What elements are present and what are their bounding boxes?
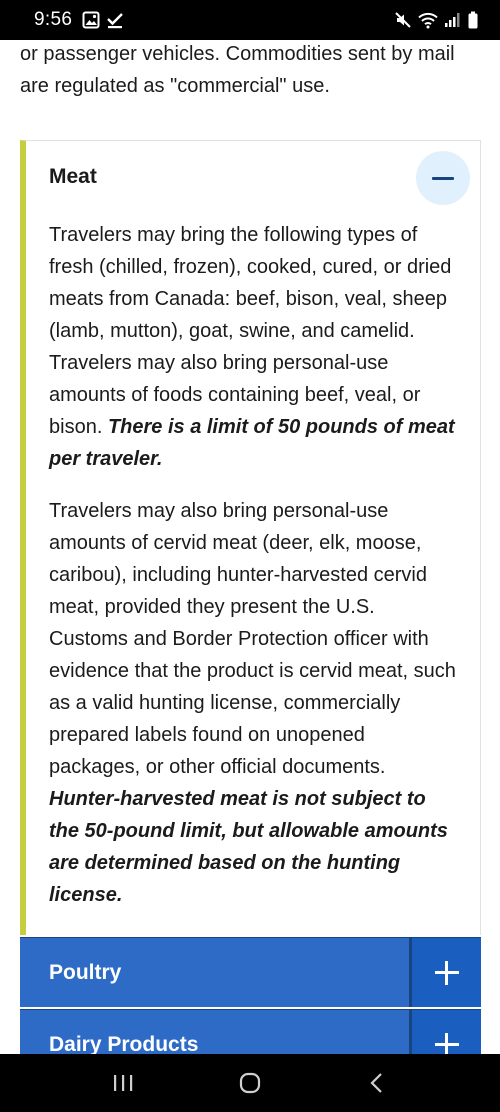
accordion-item-meat <box>20 140 481 935</box>
intro-text-block <box>20 40 480 102</box>
accordion-content-meat <box>26 213 480 935</box>
web-page <box>0 40 500 1054</box>
minus-icon <box>432 177 454 180</box>
accordion-item-poultry[interactable] <box>20 937 481 1007</box>
meat-paragraph-2 <box>49 495 456 911</box>
collapse-button[interactable] <box>416 151 470 205</box>
signal-icon <box>444 11 462 29</box>
meat-p2-text: Travelers may also bring personal-use amounts of cervid meat (deer, elk, moose, caribou), including hunter-harvested cervid meat, provided they present the U.S. Customs and Border Protection officer with evidence that the product is cervid meat, such as a valid hunting license, commercially prepared labels found on unopened packages, or other official documents. <box>49 500 456 778</box>
home-button[interactable] <box>220 1063 280 1103</box>
accordion-item-dairy-products[interactable] <box>20 1009 481 1054</box>
back-button[interactable] <box>347 1063 407 1103</box>
plus-icon <box>435 1033 459 1055</box>
status-time: 9:56 <box>34 9 73 30</box>
accordion-header-meat[interactable] <box>26 141 480 213</box>
status-bar <box>0 0 500 40</box>
meat-paragraph-1 <box>49 219 456 475</box>
expand-button-poultry[interactable] <box>409 938 481 1007</box>
meat-p1-emphasis: There is a limit of 50 pounds of meat per traveler. <box>49 416 455 470</box>
recent-apps-icon <box>112 1073 134 1093</box>
plus-icon <box>435 961 459 985</box>
navigation-bar <box>0 1054 500 1112</box>
accordion <box>20 140 481 1054</box>
mute-icon <box>394 11 412 29</box>
checkmark-icon <box>106 11 124 29</box>
intro-paragraph: or passenger vehicles. Commodities sent by mail are regulated as "commercial" use. <box>20 43 455 97</box>
wifi-icon <box>418 11 438 29</box>
back-icon <box>367 1071 387 1095</box>
accordion-title-dairy-products: Dairy Products <box>49 1032 199 1054</box>
accordion-title-meat: Meat <box>49 165 97 188</box>
expand-button-dairy-products[interactable] <box>409 1010 481 1054</box>
meat-p2-emphasis: Hunter-harvested meat is not subject to the 50-pound limit, but allowable amounts are determined based on the hunting license. <box>49 788 448 906</box>
accordion-title-poultry: Poultry <box>49 960 122 984</box>
battery-icon <box>468 11 478 29</box>
meat-p1-text: Travelers may bring the following types of fresh (chilled, frozen), cooked, cured, or dried meats from Canada: beef, bison, veal, sheep (lamb, mutton), goat, swine, and camelid. Travelers may also bring personal-use amounts of foods containing beef, veal, or bison. <box>49 224 452 438</box>
home-icon <box>238 1071 262 1095</box>
recent-apps-button[interactable] <box>93 1063 153 1103</box>
image-icon <box>82 11 100 29</box>
